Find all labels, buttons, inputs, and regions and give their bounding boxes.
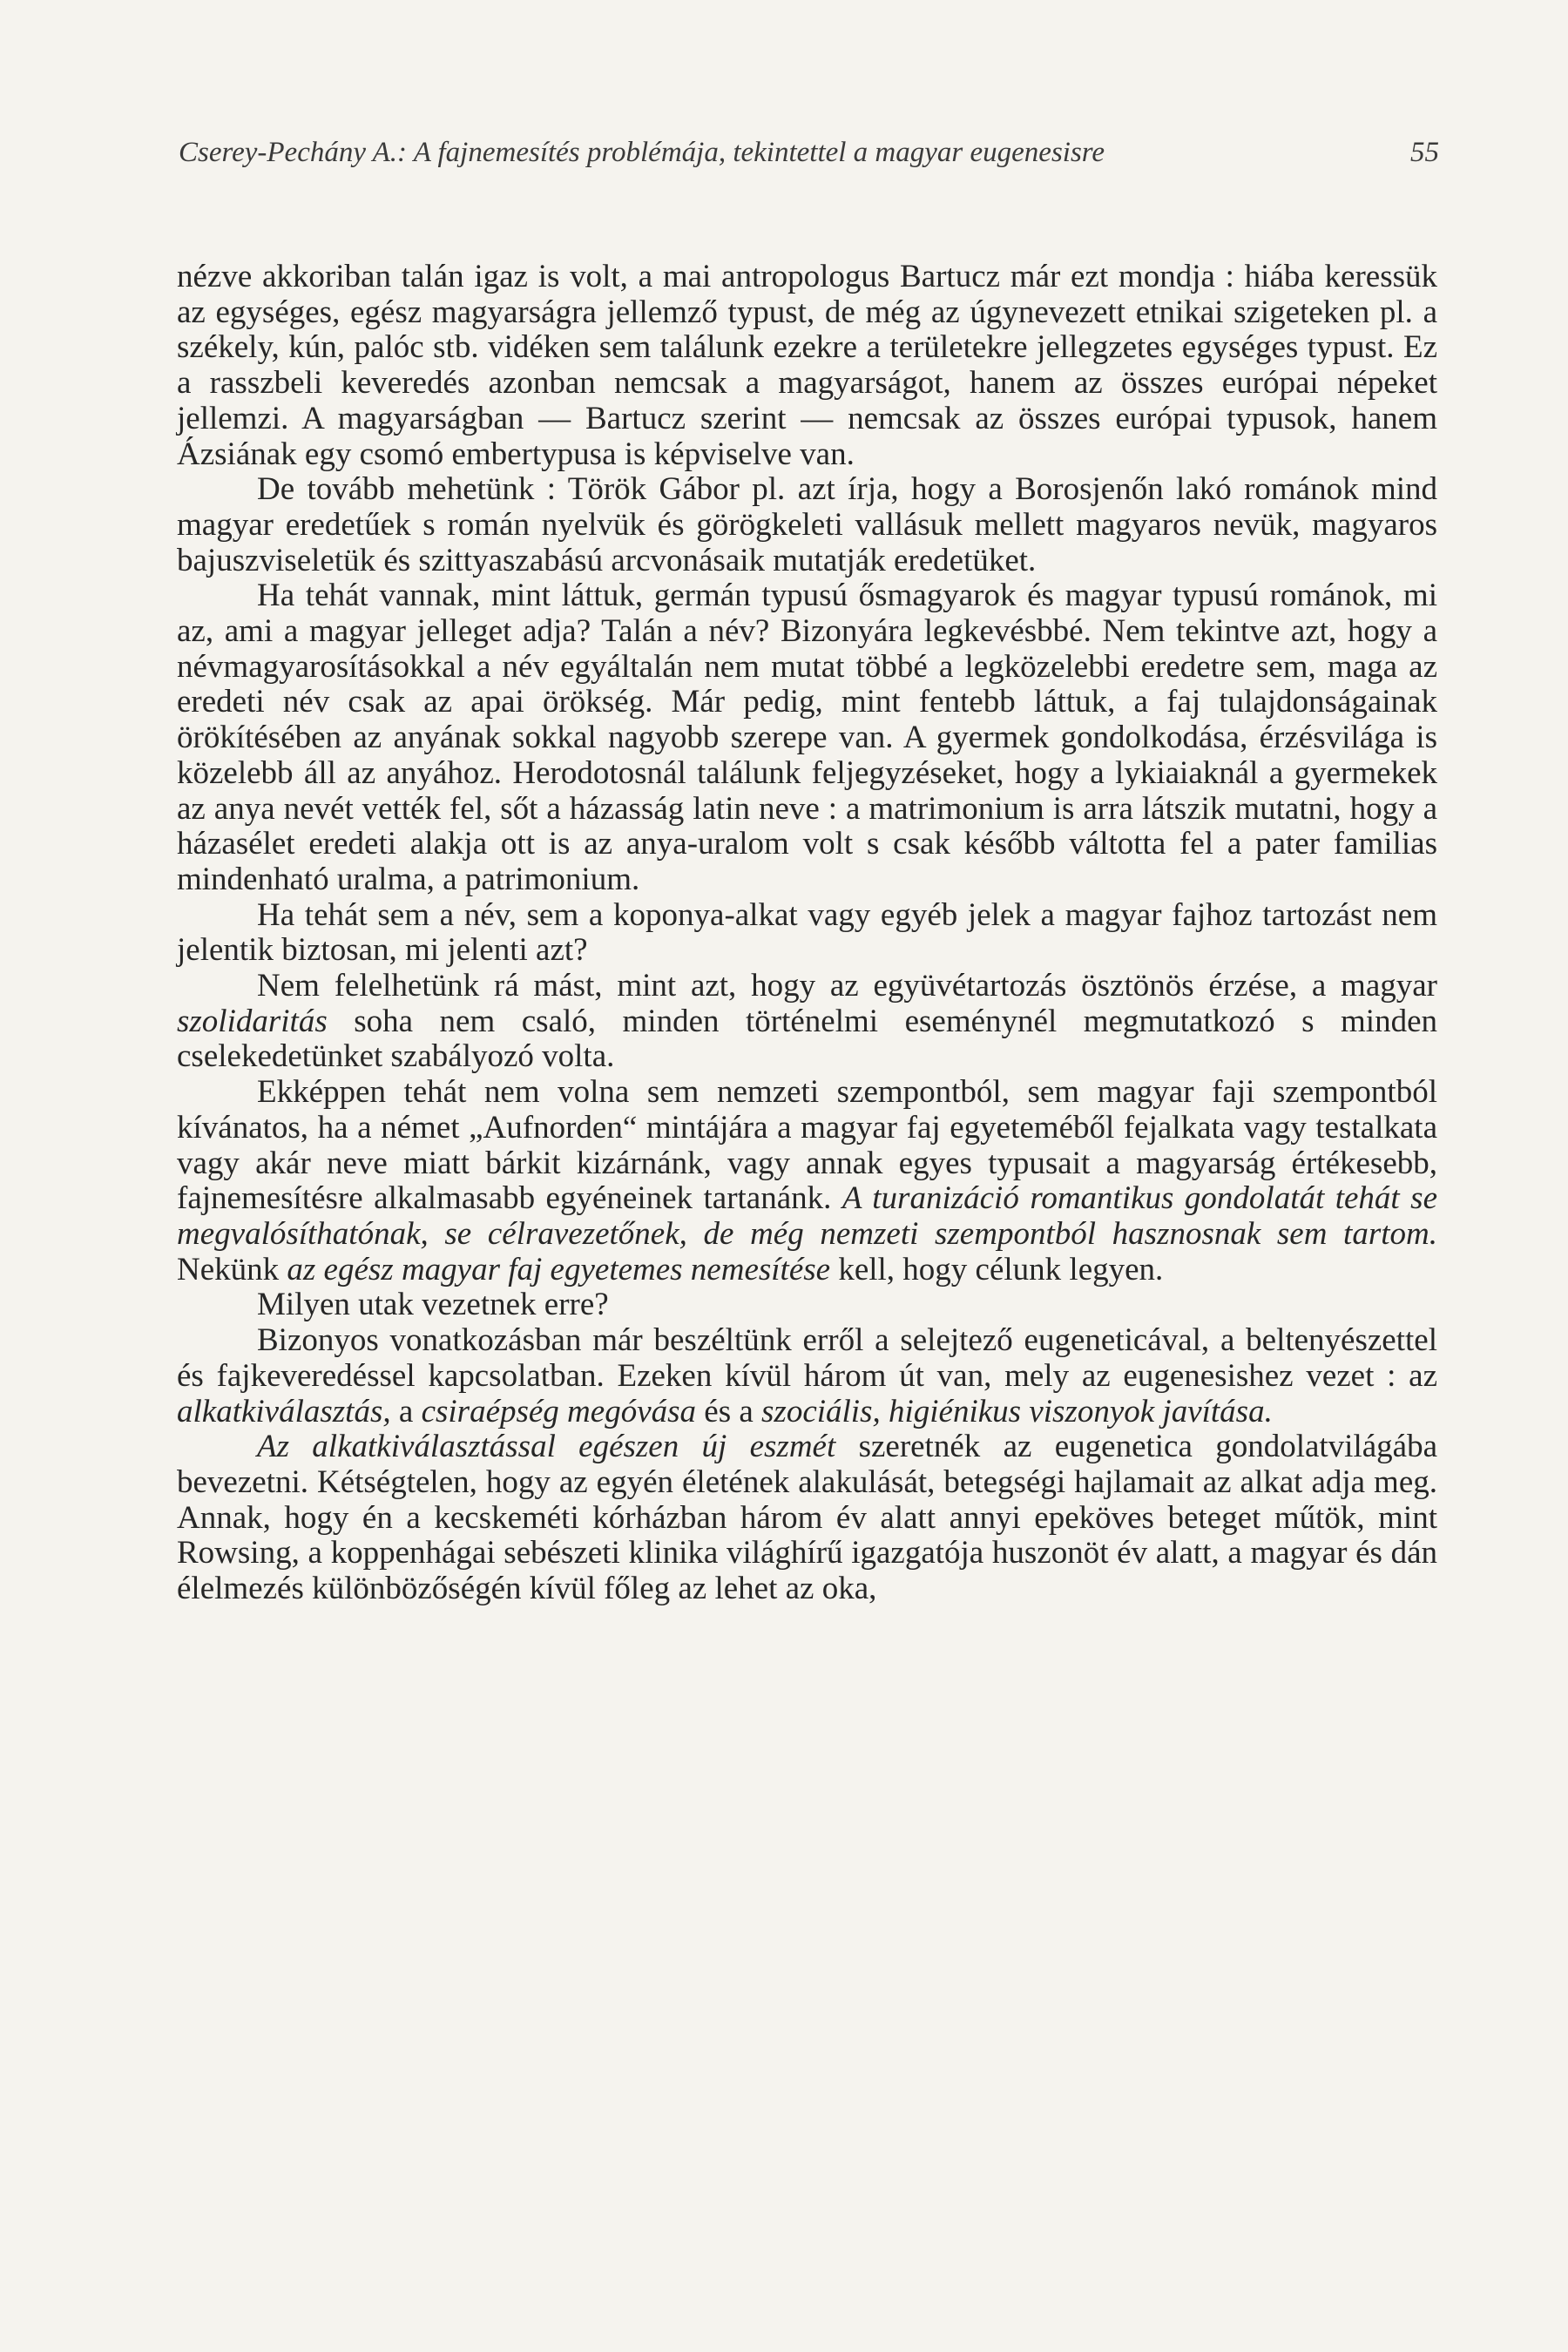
text-run: Milyen utak vezetnek erre? [257, 1287, 609, 1323]
paragraph [177, 898, 1437, 969]
paragraph [177, 969, 1437, 1075]
running-title: Cserey-Pechány A.: A fajnemesítés problémája, tekintettel a magyar eugenesisre [179, 137, 1105, 168]
text-run: Nekünk [177, 1251, 287, 1288]
text-run: nézve akkoriban talán igaz is volt, a mai antropologus Bartucz már ezt mondja : hiába keressük az egységes, egész magyarságra jellemző typust, de még az úgynevezett etnikai szigeteken pl. a székely, kún, palóc stb. vidéken sem találunk ezekre a területekre jellegzetes egységes typust. Ez a rasszbeli keveredés azonban nemcsak a magyarságot, hanem az összes európai népeket jellemzi. A magyarságban — Bartucz szerint — nemcsak az összes európai typusok, hanem Ázsiának egy csomó embertypusa is képviselve van. [177, 259, 1437, 472]
emphasis-text: A turanizáció romantikus gondolatát tehát se megvalósíthatónak, se célravezetőnek, de még nemzeti szempontból hasznosnak sem tartom. [177, 1180, 1438, 1252]
paragraph [177, 260, 1437, 472]
page-number: 55 [1410, 137, 1439, 168]
emphasis-text: csiraépség megóvása [421, 1393, 697, 1429]
emphasis-text: szolidaritás [177, 1003, 328, 1039]
paragraph [177, 1429, 1437, 1607]
paragraph [177, 1288, 1437, 1323]
text-run: szeretnék az eugenetica gondolatvilágába bevezetni. Kétségtelen, hogy az egyén életének alakulását, betegségi hajlamait az alkat adja meg. Annak, hogy én a kecskeméti kórházban három év alatt annyi epeköves beteget műtök, mint Rowsing, a koppenhágai sebészeti klinika világhírű igazgatója huszonöt év alatt, a magyar és dán élelmezés különbözőségén kívül főleg az lehet az oka, [177, 1429, 1438, 1607]
text-run: és a [696, 1393, 762, 1429]
text-run: Ha tehát vannak, mint láttuk, germán typusú ősmagyarok és magyar typusú románok, mi az, ami a magyar jelleget adja? Talán a név? Bizonyára legkevésbbé. Nem tekintve azt, hogy a névmagyarosításokkal a név egyáltalán nem mutat többé a legközelebbi eredetre sem, maga az eredeti név csak az apai örökség. Már pedig, mint fentebb láttuk, a faj tulajdonságainak örökítésében az anyának sokkal nagyobb szerepe van. A gyermek gondolkodása, érzésvilága is közelebb áll az anyához. Herodotosnál találunk feljegyzéseket, hogy a lykiaiaknál a gyermekek az anya nevét vették fel, sőt a házasság latin neve : a matrimonium is arra látszik mutatni, hogy a házasélet eredeti alakja ott is az anya-uralom volt s csak később váltotta fel a pater familias mindenható uralma, a patrimonium. [177, 578, 1437, 897]
paragraph [177, 578, 1437, 897]
text-run: a [390, 1393, 422, 1429]
running-header [179, 137, 1439, 175]
text-run: Ekképpen tehát nem volna sem nemzeti szempontból, sem magyar faji szempontból kívánatos, ha a német „Aufnorden“ mintájára a magyar faj egyeteméből fejalkata vagy testalkata vagy akár neve miatt bárkit kizárnánk, vagy annak egyes typusait a magyarság értékesebb, fajnemesítésre alkalmasabb egyéneinek tartanánk. [177, 1074, 1437, 1217]
text-run: Ha tehát sem a név, sem a koponya-alkat vagy egyéb jelek a magyar fajhoz tartozást nem jelentik biztosan, mi jelenti azt? [177, 896, 1437, 969]
text-run: De tovább mehetünk : Török Gábor pl. azt írja, hogy a Borosjenőn lakó románok mind magyar eredetűek s román nyelvük és görögkeleti vallásuk mellett magyaros nevük, magyaros bajuszviseletük és szittyaszabású arcvonásaik mutatják eredetüket. [177, 471, 1437, 578]
emphasis-text: Az alkatkiválasztással egészen új eszmét [257, 1429, 836, 1465]
text-run: Nem felelhetünk rá mást, mint azt, hogy az együvétartozás ösztönös érzése, a magyar [257, 968, 1437, 1004]
paragraph [177, 472, 1437, 578]
emphasis-text: szociális, higiénikus viszonyok javítása. [761, 1393, 1273, 1429]
paragraph [177, 1075, 1437, 1288]
paragraph [177, 1323, 1437, 1429]
text-run: Bizonyos vonatkozásban már beszéltünk erről a selejtező eugeneticával, a beltenyészettel és fajkeveredéssel kapcsolatban. Ezeken kívül három út van, mely az eugenesishez vezet : az [177, 1322, 1437, 1394]
text-run: soha nem csaló, minden történelmi eseménynél megmutatkozó s minden cselekedetünket szabályozó volta. [177, 1003, 1437, 1075]
body-text [177, 260, 1437, 1607]
emphasis-text: alkatkiválasztás, [177, 1393, 391, 1429]
text-run: kell, hogy célunk legyen. [830, 1251, 1164, 1288]
emphasis-text: az egész magyar faj egyetemes nemesítése [287, 1251, 831, 1288]
